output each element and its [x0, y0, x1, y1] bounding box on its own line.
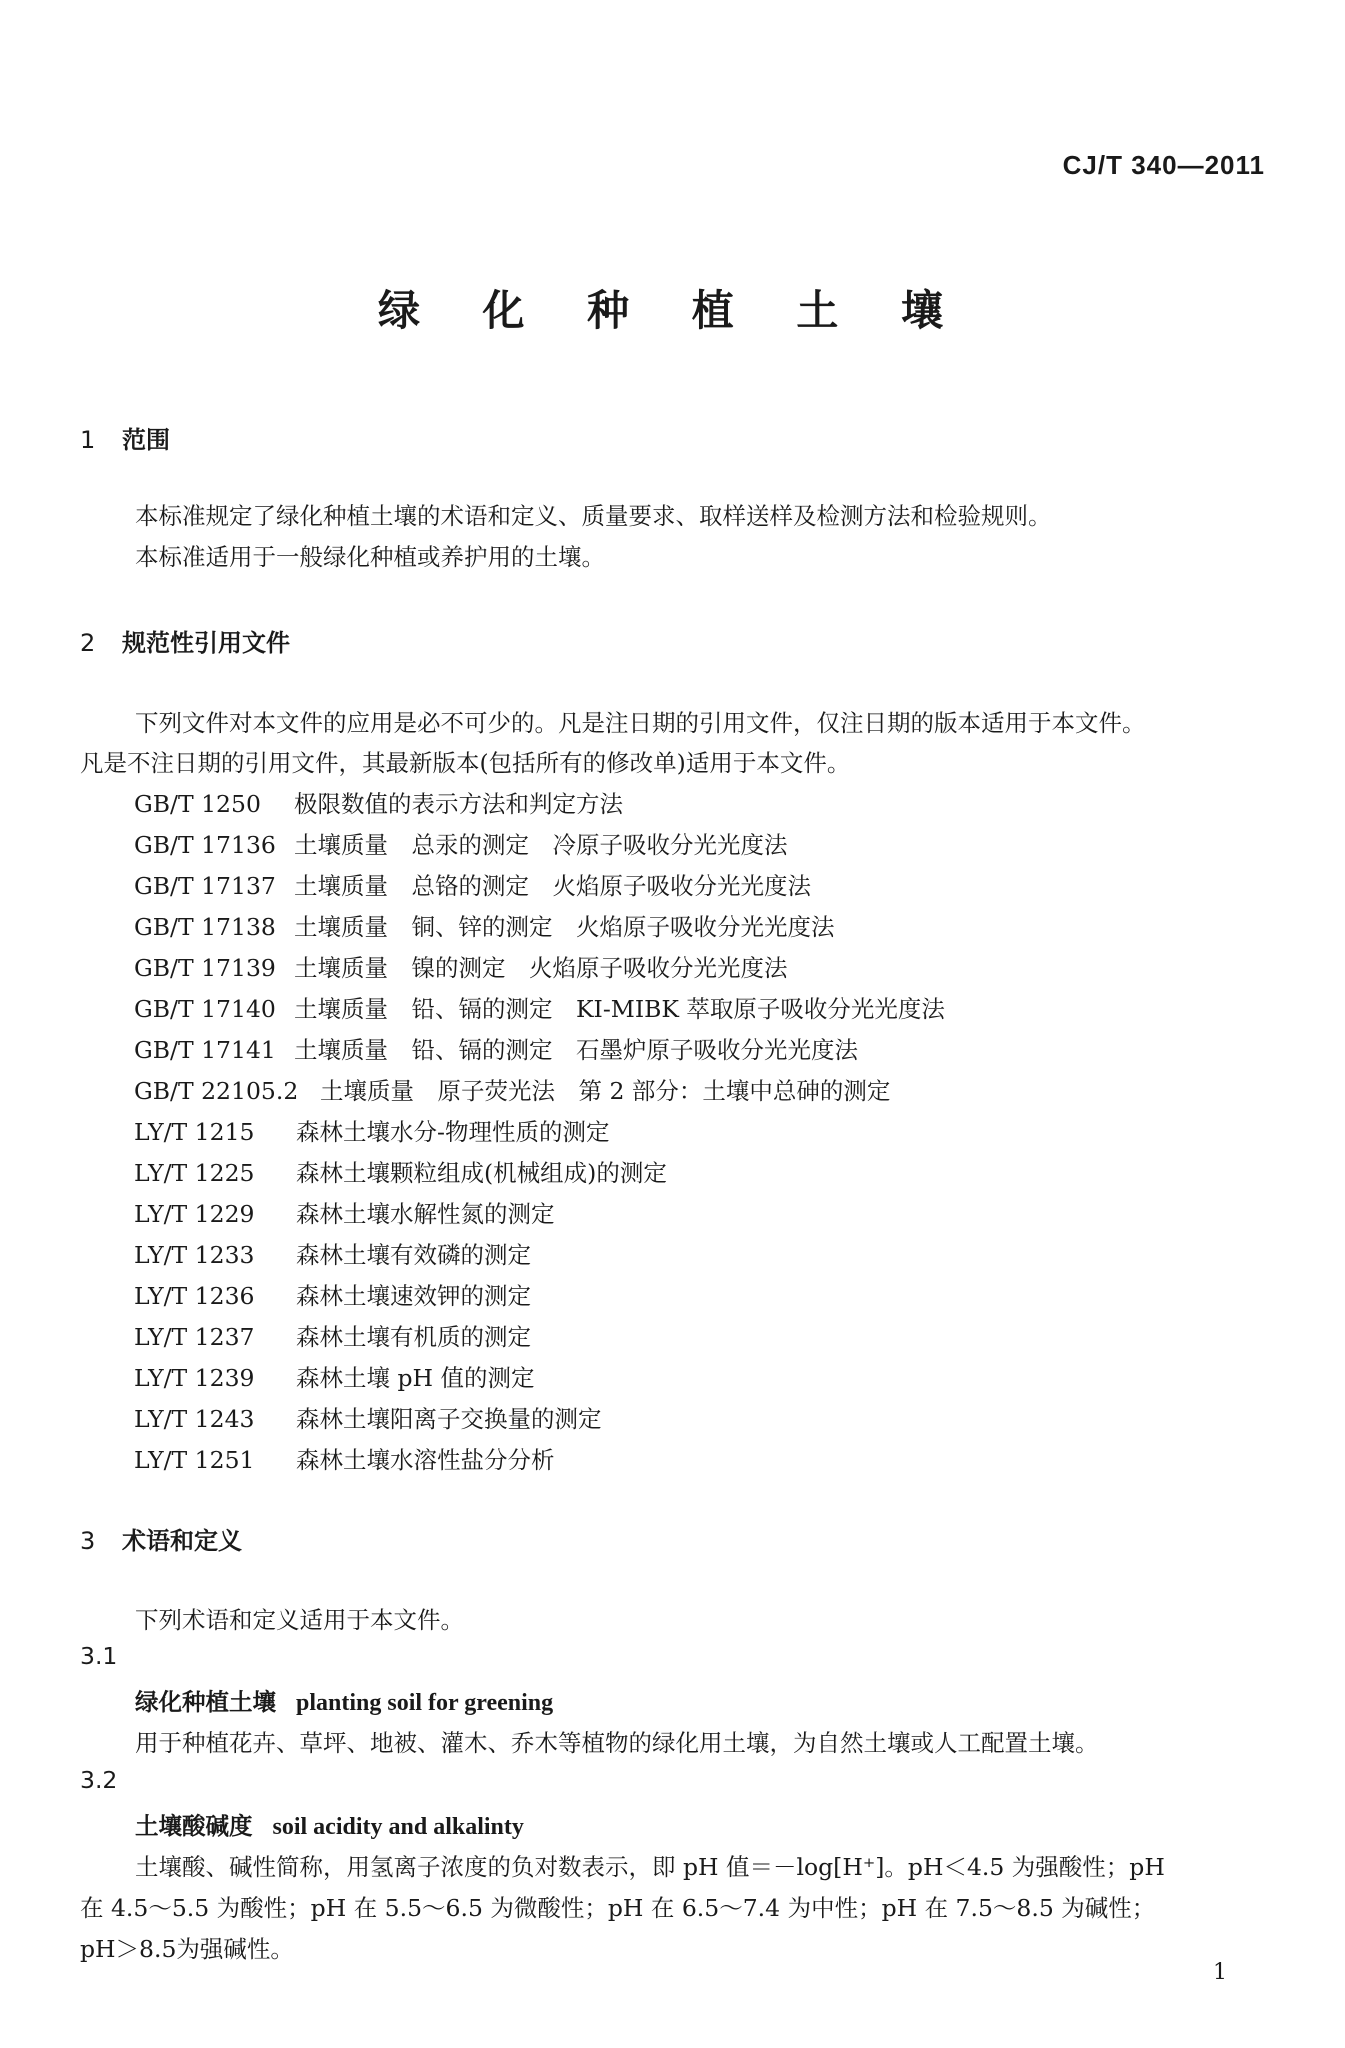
reference-item: [134, 1359, 534, 1393]
reference-title: 森林土壤水溶性盐分分析: [296, 1446, 555, 1474]
reference-code: LY/T 1239: [134, 1364, 255, 1392]
term-english: planting soil for greening: [296, 1690, 554, 1716]
clause-number: 3.1: [80, 1642, 118, 1670]
reference-title: 森林土壤有机质的测定: [296, 1323, 531, 1351]
section-heading-scope: 1 范围: [80, 426, 170, 454]
scope-paragraph: 本标准适用于一般绿化种植或养护用的土壤。: [135, 543, 605, 571]
term-definition: 在 4.5～5.5 为酸性；pH 在 5.5～6.5 为微酸性；pH 在 6.5～7.4 为中性；pH 在 7.5～8.5 为碱性；: [80, 1894, 1156, 1922]
reference-code: GB/T 17139: [134, 954, 276, 982]
term-definition: 用于种植花卉、草坪、地被、灌木、乔木等植物的绿化用土壤，为自然土壤或人工配置土壤。: [135, 1729, 1099, 1757]
reference-title: 土壤质量 铜、锌的测定 火焰原子吸收分光光度法: [294, 913, 835, 941]
clause-number: 3.2: [80, 1766, 118, 1794]
reference-item: [134, 1195, 555, 1229]
reference-item: [134, 826, 788, 860]
term-english: soil acidity and alkalinty: [272, 1814, 524, 1840]
reference-title: 土壤质量 铅、镉的测定 石墨炉原子吸收分光光度法: [294, 1036, 858, 1064]
reference-item: [134, 1318, 531, 1352]
reference-item: [134, 1236, 531, 1270]
reference-code: LY/T 1229: [134, 1200, 255, 1228]
reference-item: [134, 1441, 555, 1475]
reference-title: 森林土壤有效磷的测定: [296, 1241, 531, 1269]
term-chinese: 土壤酸碱度: [135, 1812, 253, 1840]
reference-title: 土壤质量 总汞的测定 冷原子吸收分光光度法: [294, 831, 788, 859]
term-definition: 土壤酸、碱性简称，用氢离子浓度的负对数表示，即 pH 值＝－log[H⁺]。pH＜4.5 为强酸性；pH: [135, 1853, 1165, 1881]
reference-code: GB/T 17136: [134, 831, 276, 859]
standard-code: CJ/T 340—2011: [1062, 150, 1265, 180]
reference-title: 土壤质量 总铬的测定 火焰原子吸收分光光度法: [294, 872, 811, 900]
reference-code: GB/T 17137: [134, 872, 276, 900]
term-heading: [135, 1683, 553, 1717]
reference-item: [134, 1072, 890, 1106]
reference-title: 森林土壤 pH 值的测定: [296, 1364, 535, 1392]
scope-paragraph: 本标准规定了绿化种植土壤的术语和定义、质量要求、取样送样及检测方法和检验规则。: [135, 502, 1052, 530]
reference-code: LY/T 1243: [134, 1405, 255, 1433]
reference-item: [134, 908, 835, 942]
reference-code: GB/T 17141: [134, 1036, 276, 1064]
references-intro: 凡是不注日期的引用文件，其最新版本(包括所有的修改单)适用于本文件。: [80, 749, 851, 777]
reference-item: [134, 990, 945, 1024]
reference-code: GB/T 22105.2: [134, 1077, 299, 1105]
reference-item: [134, 867, 811, 901]
reference-code: GB/T 17140: [134, 995, 276, 1023]
reference-code: GB/T 1250: [134, 790, 261, 818]
reference-title: 森林土壤阳离子交换量的测定: [296, 1405, 602, 1433]
references-intro: 下列文件对本文件的应用是必不可少的。凡是注日期的引用文件，仅注日期的版本适用于本文件。: [135, 709, 1146, 737]
reference-code: LY/T 1251: [134, 1446, 255, 1474]
reference-title: 极限数值的表示方法和判定方法: [294, 790, 623, 818]
reference-code: LY/T 1236: [134, 1282, 255, 1310]
reference-code: LY/T 1215: [134, 1118, 255, 1146]
reference-title: 土壤质量 原子荧光法 第 2 部分：土壤中总砷的测定: [320, 1077, 891, 1105]
reference-title: 森林土壤水解性氮的测定: [296, 1200, 555, 1228]
reference-item: [134, 785, 623, 819]
term-chinese: 绿化种植土壤: [135, 1688, 276, 1716]
section-heading-references: 2 规范性引用文件: [80, 629, 290, 657]
reference-title: 土壤质量 铅、镉的测定 KI-MIBK 萃取原子吸收分光光度法: [294, 995, 945, 1023]
reference-title: 森林土壤速效钾的测定: [296, 1282, 531, 1310]
reference-code: LY/T 1233: [134, 1241, 255, 1269]
term-heading: [135, 1807, 524, 1841]
reference-item: [134, 1400, 602, 1434]
reference-code: GB/T 17138: [134, 913, 276, 941]
reference-item: [134, 1113, 609, 1147]
terms-intro: 下列术语和定义适用于本文件。: [135, 1606, 464, 1634]
reference-item: [134, 1154, 667, 1188]
term-definition: pH＞8.5为强碱性。: [80, 1935, 294, 1963]
reference-item: [134, 949, 788, 983]
reference-code: LY/T 1237: [134, 1323, 255, 1351]
reference-title: 森林土壤颗粒组成(机械组成)的测定: [296, 1159, 667, 1187]
section-heading-terms: 3 术语和定义: [80, 1527, 242, 1555]
document-title: 绿 化 种 植 土 壤: [377, 286, 968, 335]
reference-item: [134, 1277, 531, 1311]
reference-title: 森林土壤水分-物理性质的测定: [296, 1118, 610, 1146]
reference-item: [134, 1031, 858, 1065]
page-number: 1: [1213, 1960, 1227, 1985]
reference-title: 土壤质量 镍的测定 火焰原子吸收分光光度法: [294, 954, 788, 982]
reference-code: LY/T 1225: [134, 1159, 255, 1187]
